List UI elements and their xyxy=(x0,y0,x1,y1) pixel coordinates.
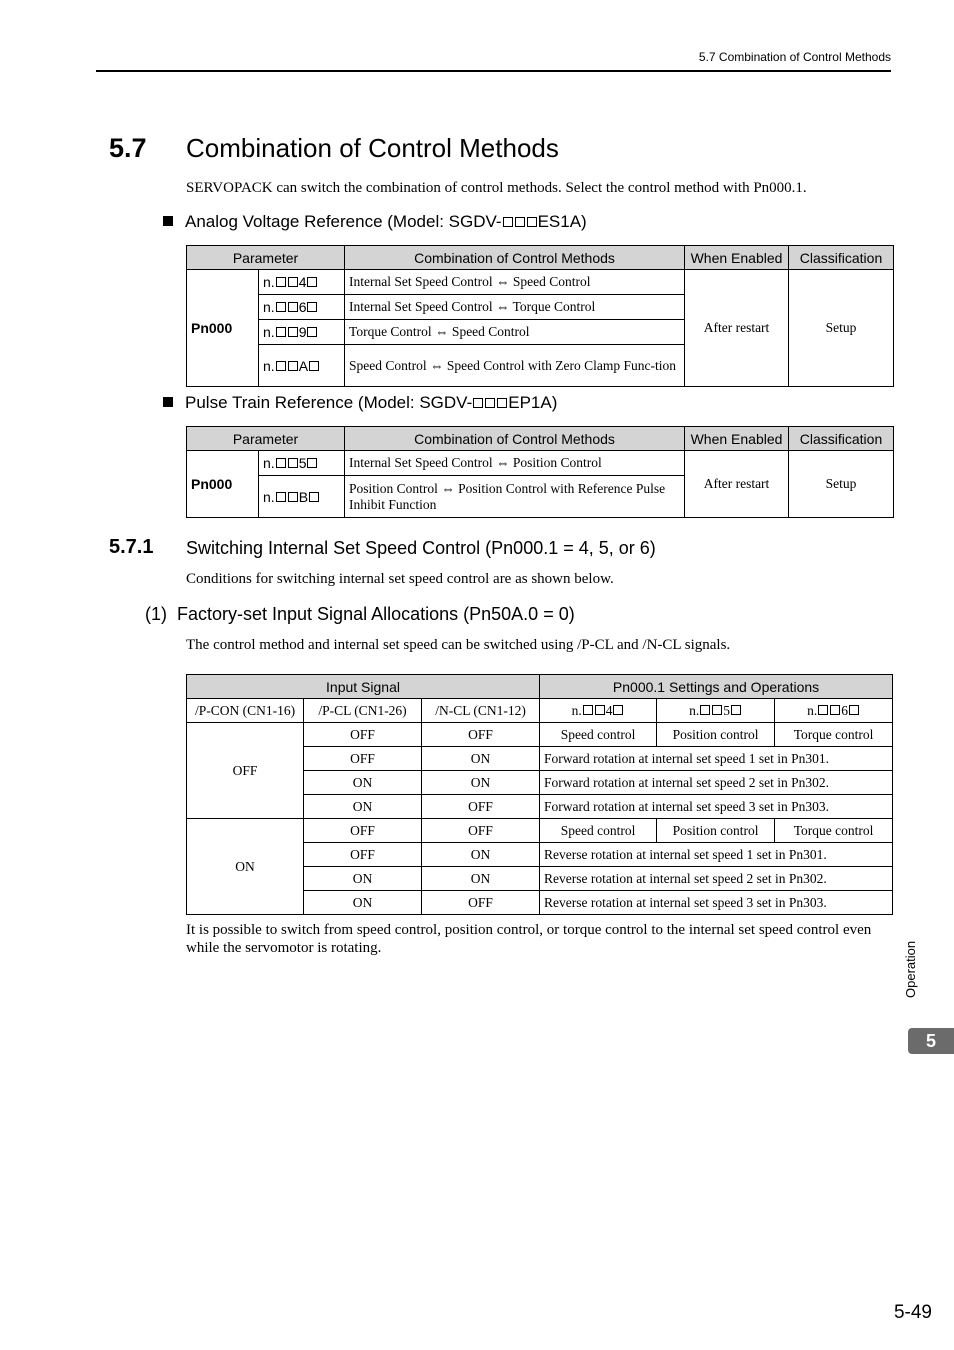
placeholder-box-icon xyxy=(309,361,319,371)
ncl-value: OFF xyxy=(422,723,540,747)
ncl-value: ON xyxy=(422,771,540,795)
analog-header-combination: Combination of Control Methods xyxy=(345,246,685,270)
pcon-value: OFF xyxy=(187,723,304,819)
ncl-value: ON xyxy=(422,747,540,771)
analog-param: Pn000 xyxy=(187,270,259,387)
placeholder-box-icon xyxy=(497,398,507,408)
pulse-value: n. 5 xyxy=(259,451,345,476)
section-number: 5.7 xyxy=(109,133,147,163)
subsection-title: Switching Internal Set Speed Control (Pn000.1 = 4, 5, or 6) xyxy=(186,538,656,558)
pulse-heading-prefix: Pulse Train Reference (Model: SGDV- xyxy=(185,393,473,412)
placeholder-box-icon xyxy=(288,458,298,468)
signal-table xyxy=(186,674,893,915)
placeholder-box-icon xyxy=(276,458,286,468)
pulse-method: Position Control ⇔ Position Control with Reference Pulse Inhibit Function xyxy=(345,476,685,518)
setting-col: n. 6 xyxy=(775,699,893,723)
mode-cell: Speed control xyxy=(540,819,657,843)
placeholder-box-icon xyxy=(307,277,317,287)
factory-intro: The control method and internal set speed can be switched using /P-CL and /N-CL signals. xyxy=(186,637,731,653)
placeholder-box-icon xyxy=(288,327,298,337)
placeholder-box-icon xyxy=(731,705,741,715)
placeholder-box-icon xyxy=(849,705,859,715)
pulse-header-combination: Combination of Control Methods xyxy=(345,427,685,451)
side-label: Operation xyxy=(903,940,918,998)
placeholder-box-icon xyxy=(307,458,317,468)
pulse-heading xyxy=(163,393,557,413)
signal-header-input: Input Signal xyxy=(187,675,540,699)
placeholder-box-icon xyxy=(712,705,722,715)
setting-col: n. 4 xyxy=(540,699,657,723)
placeholder-box-icon xyxy=(485,398,495,408)
analog-header-when-enabled: When Enabled xyxy=(685,246,789,270)
analog-value: n. A xyxy=(259,345,345,387)
analog-method: Internal Set Speed Control ⇔ Torque Control xyxy=(345,295,685,320)
pulse-heading-suffix: EP1A) xyxy=(508,393,558,412)
factory-heading: (1) Factory-set Input Signal Allocations (Pn50A.0 = 0) xyxy=(145,604,575,624)
section-intro: SERVOPACK can switch the combination of control methods. Select the control method with Pn000.1. xyxy=(186,180,807,196)
analog-value: n. 4 xyxy=(259,270,345,295)
placeholder-box-icon xyxy=(473,398,483,408)
setting-col: n. 5 xyxy=(657,699,775,723)
placeholder-box-icon xyxy=(288,302,298,312)
placeholder-box-icon xyxy=(288,361,298,371)
analog-heading xyxy=(163,212,587,232)
ncl-value: OFF xyxy=(422,891,540,915)
pulse-table xyxy=(186,426,894,518)
operation-text: Forward rotation at internal set speed 3 set in Pn303. xyxy=(540,795,893,819)
pcl-value: ON xyxy=(304,867,422,891)
placeholder-box-icon xyxy=(307,327,317,337)
analog-method: Torque Control ⇔ Speed Control xyxy=(345,320,685,345)
running-header: 5.7 Combination of Control Methods xyxy=(698,50,891,64)
operation-text: Reverse rotation at internal set speed 2 set in Pn302. xyxy=(540,867,893,891)
placeholder-box-icon xyxy=(309,492,319,502)
signal-header-settings: Pn000.1 Settings and Operations xyxy=(540,675,893,699)
placeholder-box-icon xyxy=(700,705,710,715)
pulse-when-enabled: After restart xyxy=(685,451,789,518)
pulse-param: Pn000 xyxy=(187,451,259,518)
analog-header-parameter: Parameter xyxy=(187,246,345,270)
pcl-value: ON xyxy=(304,771,422,795)
pcl-value: ON xyxy=(304,795,422,819)
analog-heading-prefix: Analog Voltage Reference (Model: SGDV- xyxy=(185,212,502,231)
pulse-classification: Setup xyxy=(789,451,894,518)
bullet-icon xyxy=(163,216,173,226)
ncl-value: OFF xyxy=(422,795,540,819)
placeholder-box-icon xyxy=(276,492,286,502)
pcl-value: OFF xyxy=(304,843,422,867)
placeholder-box-icon xyxy=(613,705,623,715)
pcl-value: ON xyxy=(304,891,422,915)
chapter-tab[interactable]: 5 xyxy=(908,1028,954,1054)
factory-footer: It is possible to switch from speed control, position control, or torque control to the internal set speed control even while the servomotor is rotating. xyxy=(186,922,872,956)
mode-cell: Position control xyxy=(657,723,775,747)
col-pcl: /P-CL (CN1-26) xyxy=(304,699,422,723)
pcon-value: ON xyxy=(187,819,304,915)
mode-cell: Torque control xyxy=(775,723,893,747)
analog-value: n. 6 xyxy=(259,295,345,320)
placeholder-box-icon xyxy=(595,705,605,715)
section-title: Combination of Control Methods xyxy=(186,133,559,163)
pulse-header-classification: Classification xyxy=(789,427,894,451)
pcl-value: OFF xyxy=(304,747,422,771)
mode-cell: Speed control xyxy=(540,723,657,747)
placeholder-box-icon xyxy=(527,217,537,227)
placeholder-box-icon xyxy=(288,492,298,502)
pulse-method: Internal Set Speed Control ⇔ Position Control xyxy=(345,451,685,476)
ncl-value: OFF xyxy=(422,819,540,843)
operation-text: Reverse rotation at internal set speed 3 set in Pn303. xyxy=(540,891,893,915)
placeholder-box-icon xyxy=(830,705,840,715)
pulse-value: n. B xyxy=(259,476,345,518)
mode-cell: Torque control xyxy=(775,819,893,843)
analog-method: Speed Control ⇔ Speed Control with Zero Clamp Func-tion xyxy=(345,345,685,387)
analog-header-classification: Classification xyxy=(789,246,894,270)
header-rule xyxy=(96,70,891,72)
analog-heading-suffix: ES1A) xyxy=(537,212,587,231)
col-ncl: /N-CL (CN1-12) xyxy=(422,699,540,723)
pulse-header-when-enabled: When Enabled xyxy=(685,427,789,451)
placeholder-box-icon xyxy=(276,361,286,371)
ncl-value: ON xyxy=(422,843,540,867)
bullet-icon xyxy=(163,397,173,407)
placeholder-box-icon xyxy=(276,302,286,312)
analog-when-enabled: After restart xyxy=(685,270,789,387)
page-number: 5-49 xyxy=(893,1302,932,1323)
placeholder-box-icon xyxy=(276,327,286,337)
analog-classification: Setup xyxy=(789,270,894,387)
placeholder-box-icon xyxy=(276,277,286,287)
placeholder-box-icon xyxy=(503,217,513,227)
subsection-number: 5.7.1 xyxy=(109,536,154,558)
subsection-intro: Conditions for switching internal set speed control are as shown below. xyxy=(186,571,614,587)
col-pcon: /P-CON (CN1-16) xyxy=(187,699,304,723)
placeholder-box-icon xyxy=(307,302,317,312)
placeholder-box-icon xyxy=(818,705,828,715)
operation-text: Forward rotation at internal set speed 2 set in Pn302. xyxy=(540,771,893,795)
mode-cell: Position control xyxy=(657,819,775,843)
pcl-value: OFF xyxy=(304,723,422,747)
pcl-value: OFF xyxy=(304,819,422,843)
analog-method: Internal Set Speed Control ⇔ Speed Control xyxy=(345,270,685,295)
analog-value: n. 9 xyxy=(259,320,345,345)
pulse-header-parameter: Parameter xyxy=(187,427,345,451)
analog-table xyxy=(186,245,894,387)
placeholder-box-icon xyxy=(583,705,593,715)
placeholder-box-icon xyxy=(515,217,525,227)
operation-text: Reverse rotation at internal set speed 1 set in Pn301. xyxy=(540,843,893,867)
placeholder-box-icon xyxy=(288,277,298,287)
operation-text: Forward rotation at internal set speed 1 set in Pn301. xyxy=(540,747,893,771)
ncl-value: ON xyxy=(422,867,540,891)
